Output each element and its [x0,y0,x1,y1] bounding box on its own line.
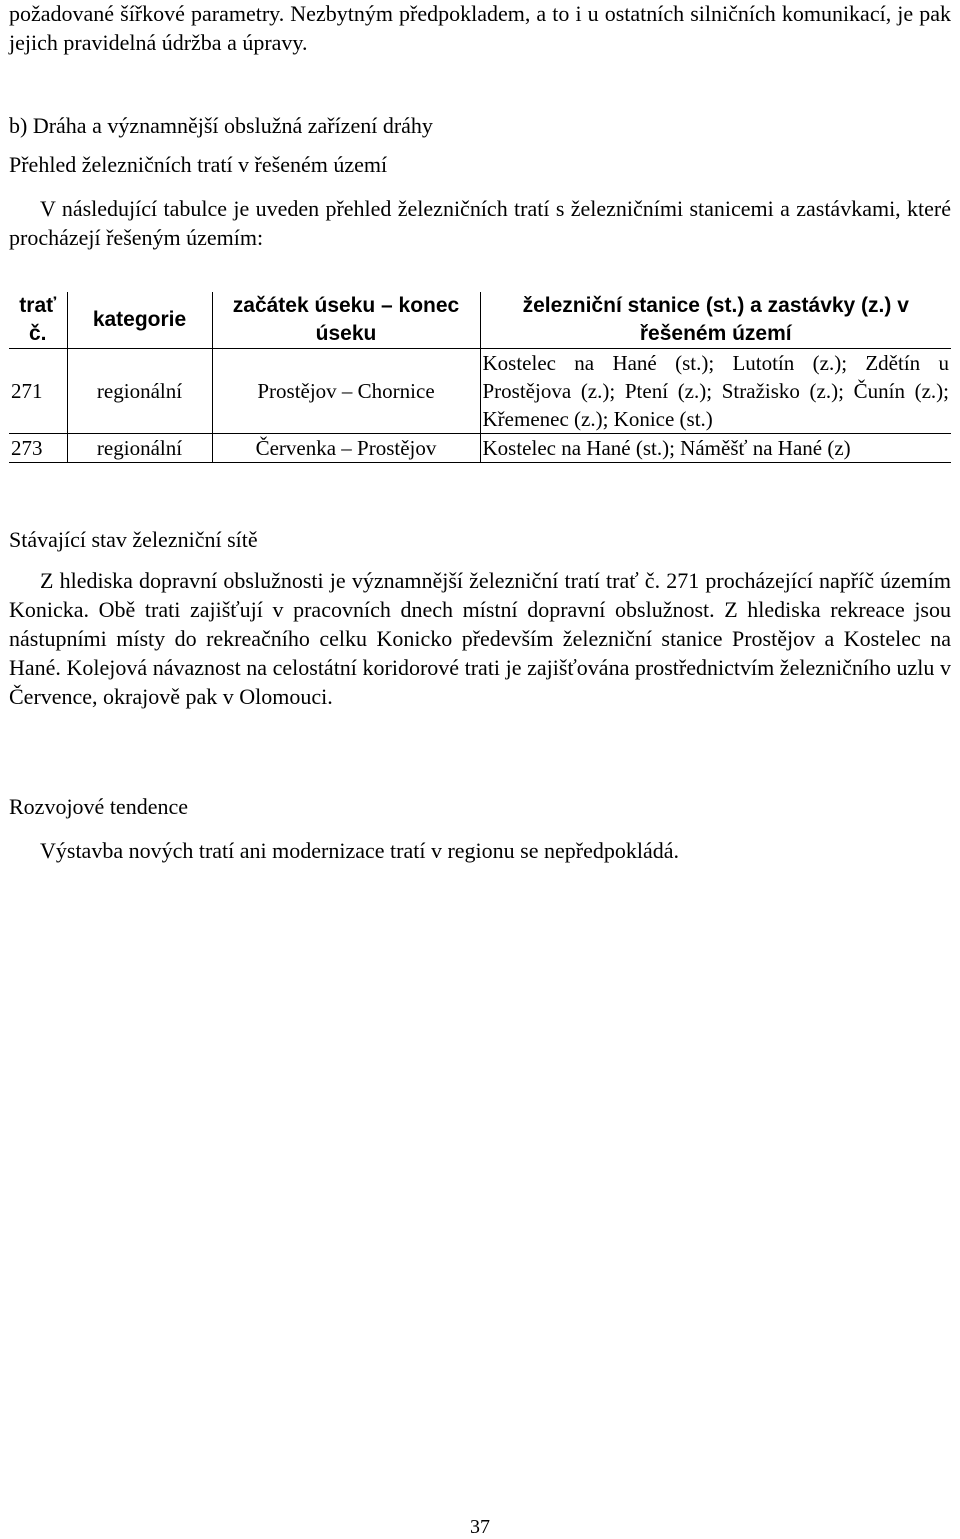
stavajici-stav-heading: Stávající stav železniční sítě [9,527,258,552]
table-intro-paragraph: V následující tabulce je uveden přehled železničních tratí s železničními stanicemi a zastávkami, které procházejí řešeným územím: [9,196,951,250]
cell-trat: 271 [9,349,67,434]
header-trat: trať č. [9,292,67,349]
cell-trat: 273 [9,434,67,463]
cell-kategorie: regionální [67,349,212,434]
header-zacatek-konec: začátek úseku – konec úseku [212,292,480,349]
header-stanice: železniční stanice (st.) a zastávky (z.) v řešeném území [522,294,909,345]
rozvojove-tendence-paragraph: Výstavba nových tratí ani modernizace tratí v regionu se nepředpokládá. [40,838,679,863]
table-row [9,349,951,434]
table-header-row [9,292,951,349]
header-kategorie: kategorie [67,292,212,349]
cell-usek: Červenka – Prostějov [212,434,480,463]
cell-usek: Prostějov – Chornice [212,349,480,434]
intro-paragraph: požadované šířkové parametry. Nezbytným předpokladem, a to i u ostatních silničních komunikací, je pak jejich pravidelná údržba a úpravy. [9,1,951,55]
cell-stanice: Kostelec na Hané (st.); Náměšť na Hané (z) [482,436,851,460]
stavajici-stav-paragraph: Z hlediska dopravní obslužnosti je významnější železniční tratí trať č. 271 procházející napříč územím Konicka. Obě trati zajišťují v pracovních dnech místní dopravní obslužnost. Z hlediska rekreace jsou nástupními místy do rekreačního celku Konicko především železniční stanice Prostějov a Kostelec na Hané. Kolejová návaznost na celostátní koridorové trati je zajišťována prostřednictvím železničního uzlu v Července, okrajově pak v Olomouci. [9,568,951,709]
page-number: 37 [470,1516,490,1538]
section-b-heading: b) Dráha a významnější obslužná zařízení dráhy [9,113,433,138]
cell-stanice: Kostelec na Hané (st.); Lutotín (z.); Zdětín u Prostějova (z.); Ptení (z.); Stražisko (z.); Čunín (z.); Křemenec (z.); Konice (st.) [482,351,949,431]
railway-table [9,292,951,463]
cell-kategorie: regionální [67,434,212,463]
rozvojove-tendence-heading: Rozvojové tendence [9,794,188,819]
table-row [9,434,951,463]
railway-overview-heading: Přehled železničních tratí v řešeném území [9,152,388,177]
